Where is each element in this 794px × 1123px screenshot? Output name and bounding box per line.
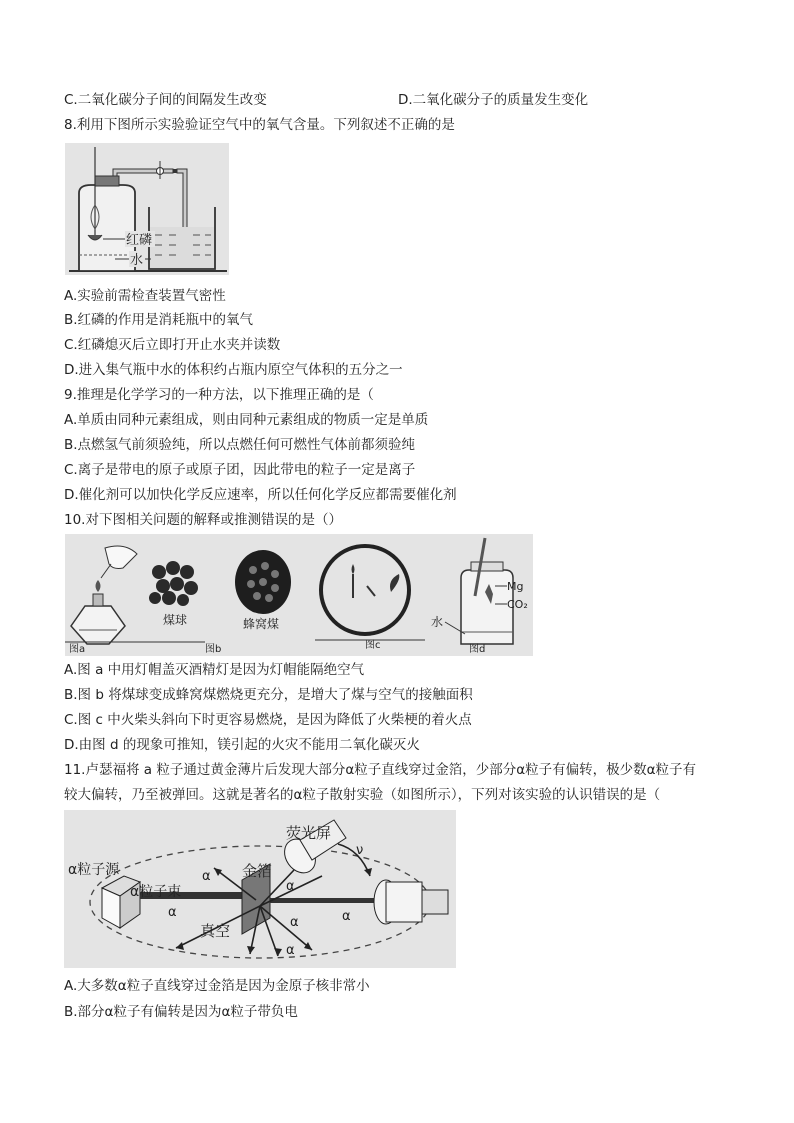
label-fig-a: 图a	[69, 644, 86, 655]
q10-option-d: D.由图 d 的现象可推知，镁引起的火灾不能用二氧化碳灭火	[64, 737, 420, 753]
q11-scattering-figure	[64, 810, 456, 968]
q10-figures	[65, 534, 533, 656]
alcohol-lamp-icon	[71, 546, 137, 644]
mg-in-co2-bottle-icon	[461, 538, 513, 644]
q9-option-b: B.点燃氢气前须验纯，所以点燃任何可燃性气体前都须验纯	[64, 437, 416, 453]
honeycomb-briquette-icon	[235, 550, 291, 614]
label-gold-foil: 金箔	[242, 862, 273, 880]
label-honeycomb-briquette: 蜂窝煤	[243, 617, 280, 631]
label-fig-c: 图c	[365, 640, 381, 651]
q9-stem: 9.推理是化学学习的一种方法，以下推理正确的是（	[64, 387, 374, 403]
q7-option-d: D.二氧化碳分子的质量发生变化	[398, 92, 589, 108]
label-alpha-1: α	[202, 869, 211, 884]
q8-apparatus-figure	[65, 143, 229, 275]
label-alpha-beam: α粒子束	[130, 884, 182, 900]
label-vacuum: 真空	[200, 922, 231, 940]
q8-option-c: C.红磷熄灭后立即打开止水夹并读数	[64, 337, 281, 353]
matches-circle-icon	[321, 546, 409, 634]
label-red-phosphorus: 红磷	[126, 233, 153, 248]
coal-balls-icon	[149, 561, 198, 606]
label-co2: CO₂	[507, 598, 528, 611]
label-mg: Mg	[507, 580, 524, 593]
q7-option-c: C.二氧化碳分子间的间隔发生改变	[64, 92, 267, 108]
label-alpha-5: α	[342, 909, 351, 924]
q8-stem: 8.利用下图所示实验验证空气中的氧气含量。下列叙述不正确的是	[64, 117, 455, 133]
q8-option-a: A.实验前需检查装置气密性	[64, 288, 226, 304]
label-fluorescent-screen: 荧光屏	[286, 824, 332, 842]
q8-option-d: D.进入集气瓶中水的体积约占瓶内原空气体积的五分之一	[64, 362, 403, 378]
label-water-d: 水	[431, 615, 444, 629]
q10-stem: 10.对下图相关问题的解释或推测错误的是（）	[64, 512, 342, 528]
q11-option-a: A.大多数α粒子直线穿过金箔是因为金原子核非常小	[64, 978, 370, 994]
q11-stem-line2: 较大偏转，乃至被弹回。这就是著名的α粒子散射实验（如图所示），下列对该实验的认识错误的是（	[64, 787, 661, 803]
q11-option-b: B.部分α粒子有偏转是因为α粒子带负电	[64, 1004, 298, 1020]
q10-option-c: C.图 c 中火柴头斜向下时更容易燃烧，是因为降低了火柴梗的着火点	[64, 712, 472, 728]
label-alpha-source: α粒子源	[68, 862, 120, 878]
label-water: 水	[130, 253, 144, 268]
q10-option-a: A.图 a 中用灯帽盖灭酒精灯是因为灯帽能隔绝空气	[64, 662, 365, 678]
label-fig-d: 图d	[469, 644, 486, 655]
label-alpha-3: α	[290, 915, 299, 930]
q9-option-c: C.离子是带电的原子或原子团，因此带电的粒子一定是离子	[64, 462, 416, 478]
label-fig-b: 图b	[205, 644, 222, 655]
label-coal-ball: 煤球	[163, 613, 188, 627]
detector-cylinder-icon	[374, 880, 448, 924]
label-alpha-2: α	[168, 905, 177, 920]
q9-option-a: A.单质由同种元素组成，则由同种元素组成的物质一定是单质	[64, 412, 429, 428]
q11-stem-line1: 11.卢瑟福将 a 粒子通过黄金薄片后发现大部分α粒子直线穿过金箔，少部分α粒子有偏转，极少数α粒子有	[64, 762, 697, 778]
label-nu: ν	[356, 843, 364, 858]
q9-option-d: D.催化剂可以加快化学反应速率，所以任何化学反应都需要催化剂	[64, 487, 457, 503]
label-alpha-4: α	[286, 943, 295, 958]
label-alpha-6: α	[286, 879, 295, 894]
q10-option-b: B.图 b 将煤球变成蜂窝煤燃烧更充分，是增大了煤与空气的接触面积	[64, 687, 473, 703]
q8-option-b: B.红磷的作用是消耗瓶中的氧气	[64, 312, 254, 328]
